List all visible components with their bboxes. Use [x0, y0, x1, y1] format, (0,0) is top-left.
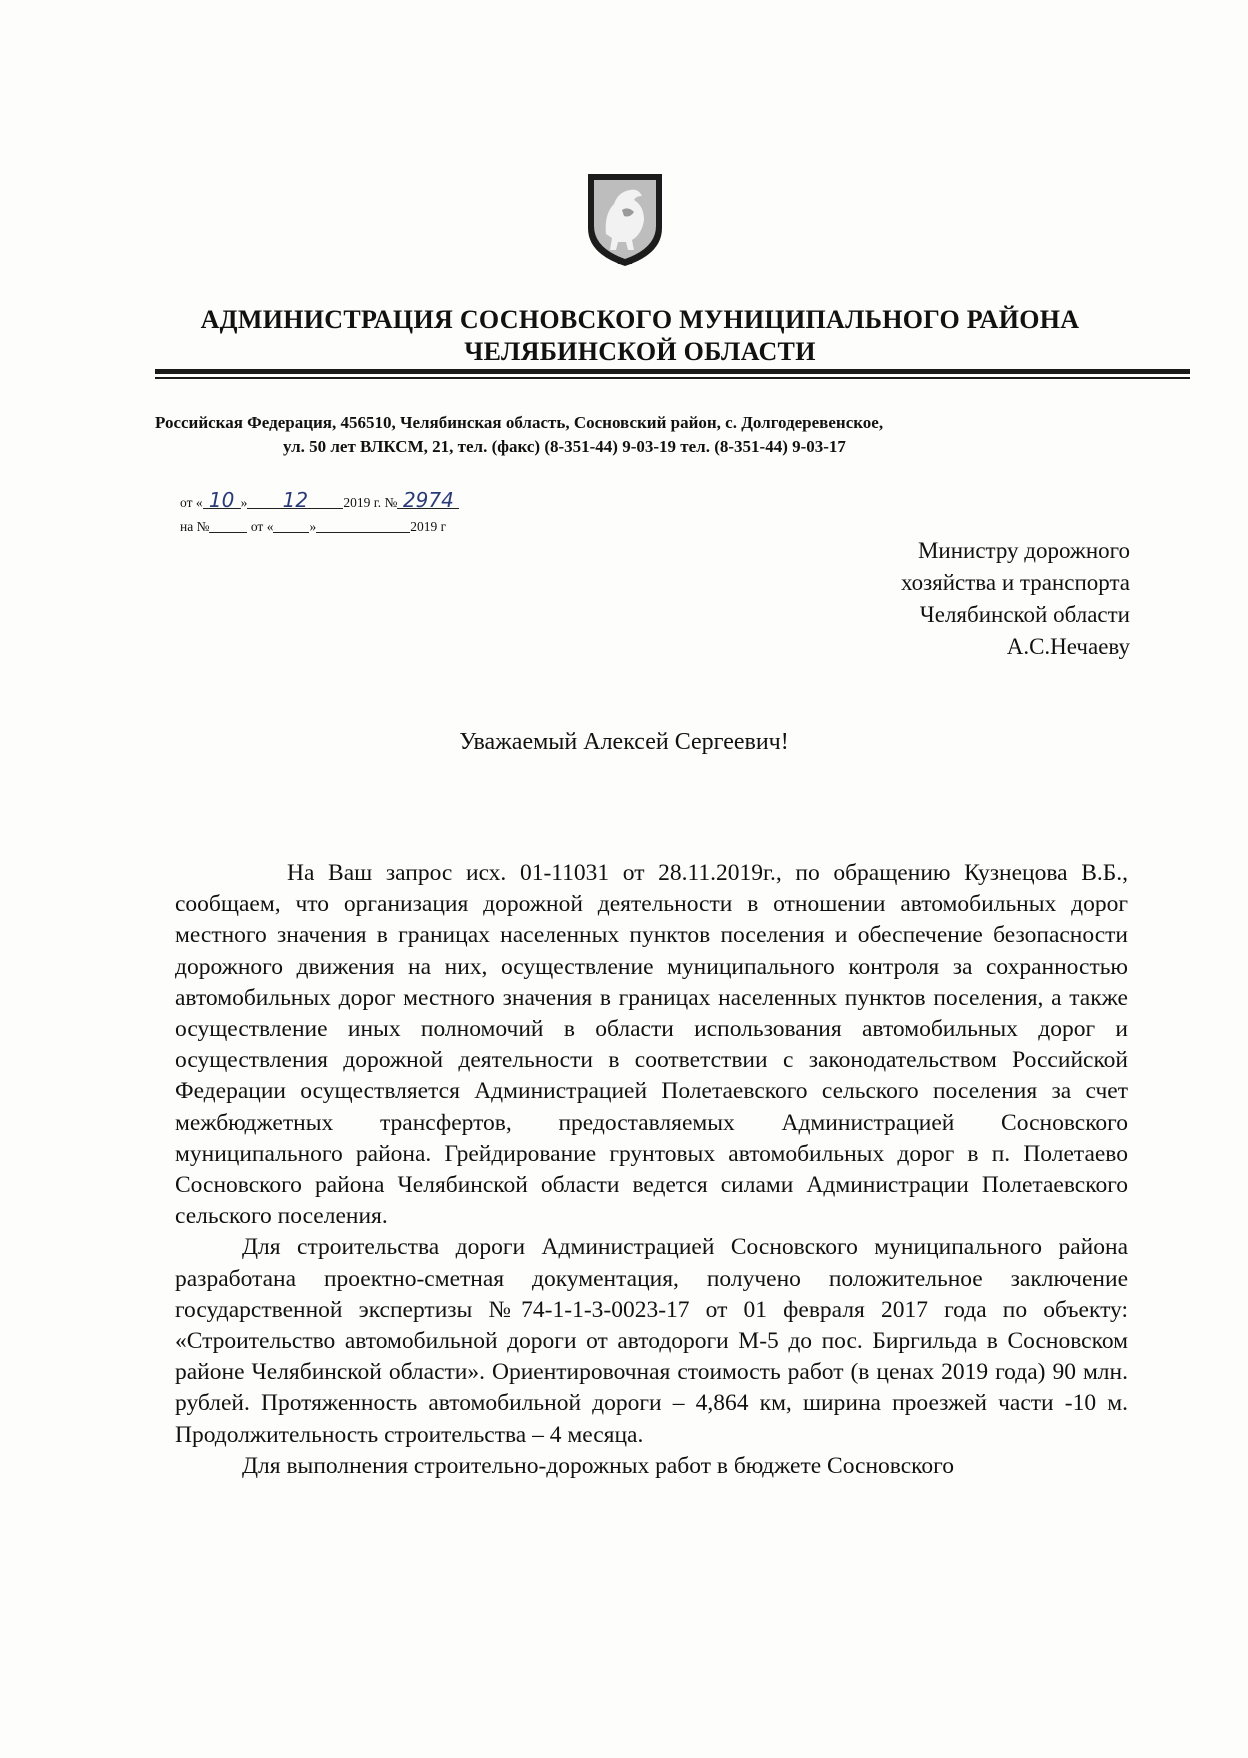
header-divider-thin: [155, 377, 1190, 379]
coat-of-arms-emblem: [584, 170, 666, 270]
recipient-line2: хозяйства и транспорта: [900, 570, 1130, 595]
body-paragraph-1: На Ваш запрос исх. 01-11031 от 28.11.2019г., по обращению Кузнецова В.Б., сообщаем, что организация дорожной деятельности в отношении автомобильных дорог местного значения в границах населенных пунктов поселения и обеспечение безопасности дорожного движения на них, осуществление муниципального контроля за сохранностью автомобильных дорог местного значения в границах населенных пунктов поселения, а также осуществление иных полномочий в области использования автомобильных дорог и осуществления дорожной деятельности в соответствии с законодательством Российской Федерации осуществляется Администрацией Полетаевского сельского поселения за счет межбюджетных трансфертов, предоставляемых Администрацией Сосновского муниципального района. Грейдирование грунтовых автомобильных дорог в п. Полетаево Сосновского района Челябинской области ведется силами Администрации Полетаевского сельского поселения.: [175, 860, 1128, 1230]
body-paragraph-2: Для строительства дороги Администрацией Сосновского муниципального района разработана проектно-сметная документация, получено положительное заключение государственной экспертизы №74-1-1-3-0023-17 от 01 февраля 2017 года по объекту: «Строительство автомобильной дороги от автодороги М-5 до пос. Биргильда в Сосновском районе Челябинской области». Ориентировочная стоимость работ (в ценах 2019 года) 90 млн. рублей. Протяженность автомобильной дороги – 4,864 км, ширина проезжей части -10 м. Продолжительность строительства – 4 месяца.: [175, 1234, 1128, 1448]
recipient-line3: Челябинской области: [919, 602, 1130, 627]
organization-title-line2: ЧЕЛЯБИНСКОЙ ОБЛАСТИ: [464, 337, 816, 366]
ref-quote-close: »: [309, 519, 317, 534]
ref-year-label: 2019 г: [410, 519, 447, 534]
header-divider-thick: [155, 369, 1190, 374]
letter-body: [175, 858, 1128, 1482]
address-line1: Российская Федерация, 456510, Челябинская область, Сосновский район, с. Долгодеревенское,: [155, 413, 884, 432]
recipient-line1: Министру дорожного: [917, 538, 1130, 563]
recipient-block: [901, 535, 1130, 663]
date-month-field: 12: [247, 492, 343, 509]
recipient-line4: А.С.Нечаеву: [1006, 634, 1130, 659]
year-number-label: 2019 г. №: [343, 495, 398, 510]
ref-number-field: [209, 516, 247, 533]
reference-registration-line: [180, 516, 446, 535]
outgoing-number-field: 2974: [397, 492, 459, 509]
body-paragraph-3: Для выполнения строительно-дорожных работ в бюджете Сосновского: [242, 1452, 954, 1479]
outgoing-registration-line: [180, 488, 459, 512]
from-label: от «: [180, 495, 203, 510]
salutation: Уважаемый Алексей Сергеевич!: [459, 729, 789, 755]
ref-number-label: на №: [180, 519, 210, 534]
address-line2: ул. 50 лет ВЛКСМ, 21, тел. (факс) (8-351-44) 9-03-19 тел. (8-351-44) 9-03-17: [283, 437, 846, 456]
ref-from-label: от «: [250, 519, 274, 534]
date-day-field: 10: [203, 492, 241, 509]
quote-close: »: [240, 495, 248, 510]
ref-day-field: [273, 516, 309, 533]
organization-title-line1: АДМИНИСТРАЦИЯ СОСНОВСКОГО МУНИЦИПАЛЬНОГО РАЙОНА: [200, 305, 1080, 334]
ref-month-field: [316, 516, 410, 533]
